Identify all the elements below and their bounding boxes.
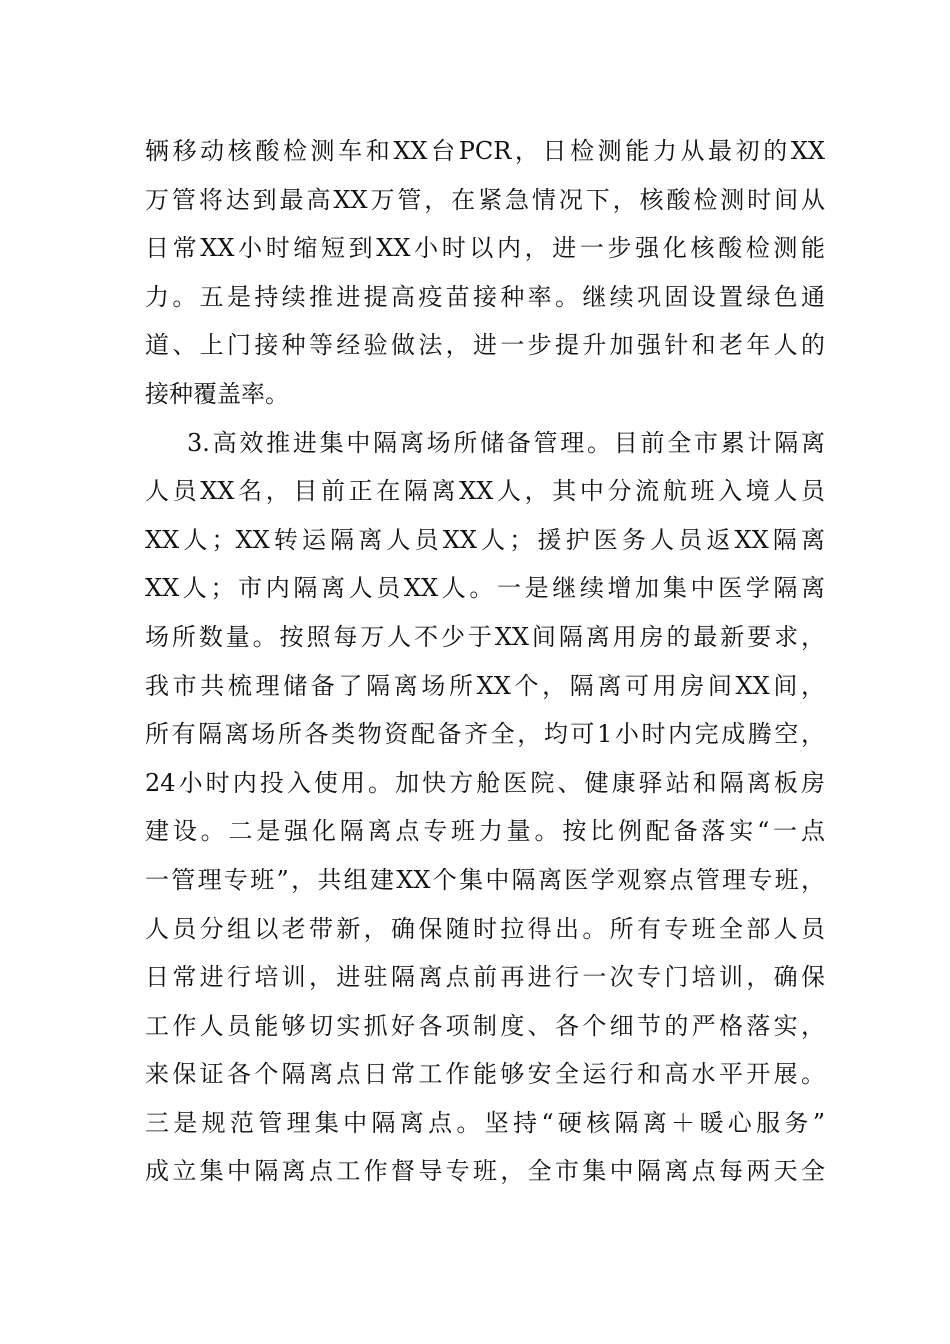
- text-line: 场所数量。按照每万人不少于XX间隔离用房的最新要求，: [145, 622, 825, 651]
- text-line: 3.高效推进集中隔离场所储备管理。目前全市累计隔离: [187, 428, 825, 457]
- text-line: 工作人员能够切实抓好各项制度、各个细节的严格落实，: [145, 1011, 825, 1040]
- text-line: 力。五是持续推进提高疫苗接种率。继续巩固设置绿色通: [145, 282, 825, 311]
- text-line: 所有隔离场所各类物资配备齐全，均可1小时内完成腾空，: [145, 720, 825, 749]
- text-line: 人员分组以老带新，确保随时拉得出。所有专班全部人员: [145, 914, 825, 943]
- text-line: 我市共梳理储备了隔离场所XX个，隔离可用房间XX间，: [145, 671, 825, 700]
- text-line: 万管将达到最高XX万管，在紧急情况下，核酸检测时间从: [145, 185, 825, 214]
- text-line: 道、上门接种等经验做法，进一步提升加强针和老年人的: [145, 331, 825, 360]
- text-line: XX人；市内隔离人员XX人。一是继续增加集中医学隔离: [145, 574, 825, 603]
- text-line: 建设。二是强化隔离点专班力量。按比例配备落实“一点: [145, 817, 825, 846]
- text-line: 三是规范管理集中隔离点。坚持“硬核隔离＋暖心服务”: [145, 1108, 825, 1137]
- text-line: 辆移动核酸检测车和XX台PCR，日检测能力从最初的XX: [145, 137, 825, 165]
- text-line: 来保证各个隔离点日常工作能够安全运行和高水平开展。: [145, 1060, 825, 1089]
- text-line: 24小时内投入使用。加快方舱医院、健康驿站和隔离板房: [145, 768, 825, 797]
- text-line: XX人；XX转运隔离人员XX人；援护医务人员返XX隔离: [145, 525, 825, 554]
- text-line: 成立集中隔离点工作督导专班，全市集中隔离点每两天全: [145, 1157, 825, 1186]
- text-line: 接种覆盖率。: [145, 379, 289, 408]
- text-line: 日常进行培训，进驻隔离点前再进行一次专门培训，确保: [145, 963, 825, 992]
- text-line: 一管理专班”，共组建XX个集中隔离医学观察点管理专班，: [145, 865, 825, 894]
- text-line: 人员XX名，目前正在隔离XX人，其中分流航班入境人员: [145, 477, 825, 506]
- text-line: 日常XX小时缩短到XX小时以内，进一步强化核酸检测能: [145, 234, 825, 263]
- document-body: [145, 127, 825, 1196]
